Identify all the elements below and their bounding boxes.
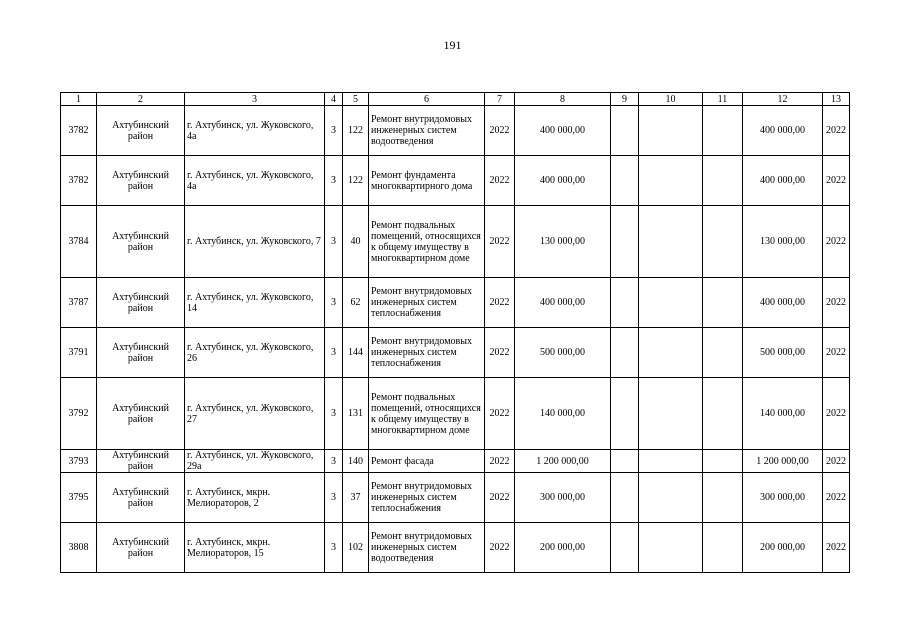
- cell-col9: [611, 106, 639, 156]
- cell-col12: 300 000,00: [743, 473, 823, 523]
- cell-work-type: Ремонт внутридомовых инженерных систем теплоснабжения: [369, 328, 485, 378]
- table-row: [61, 156, 850, 206]
- cell-col10: [639, 156, 703, 206]
- cell-col13: 2022: [823, 523, 850, 573]
- cell-floors: 3: [325, 378, 343, 450]
- cell-col12: 1 200 000,00: [743, 450, 823, 473]
- col-header: 11: [703, 93, 743, 106]
- cell-col9: [611, 278, 639, 328]
- cell-col12: 400 000,00: [743, 278, 823, 328]
- cell-col9: [611, 156, 639, 206]
- col-header: 12: [743, 93, 823, 106]
- cell-work-type: Ремонт подвальных помещений, относящихся к общему имуществу в многоквартирном доме: [369, 378, 485, 450]
- cell-district: Ахтубинский район: [97, 450, 185, 473]
- cell-district: Ахтубинский район: [97, 156, 185, 206]
- cell-address: г. Ахтубинск, ул. Жуковского, 7: [185, 206, 325, 278]
- cell-col9: [611, 450, 639, 473]
- cell-col9: [611, 328, 639, 378]
- cell-col11: [703, 106, 743, 156]
- col-header: 10: [639, 93, 703, 106]
- cell-col11: [703, 328, 743, 378]
- page-number: 191: [443, 38, 462, 52]
- cell-col10: [639, 328, 703, 378]
- cell-col13: 2022: [823, 278, 850, 328]
- cell-col11: [703, 278, 743, 328]
- col-header: 6: [369, 93, 485, 106]
- cell-id: 3787: [61, 278, 97, 328]
- cell-total: 500 000,00: [515, 328, 611, 378]
- cell-col13: 2022: [823, 378, 850, 450]
- cell-id: 3808: [61, 523, 97, 573]
- cell-col13: 2022: [823, 328, 850, 378]
- cell-id: 3792: [61, 378, 97, 450]
- col-header: 1: [61, 93, 97, 106]
- cell-district: Ахтубинский район: [97, 523, 185, 573]
- cell-id: 3782: [61, 156, 97, 206]
- cell-id: 3795: [61, 473, 97, 523]
- cell-col10: [639, 278, 703, 328]
- cell-col12: 200 000,00: [743, 523, 823, 573]
- cell-district: Ахтубинский район: [97, 106, 185, 156]
- column-number-row: [61, 93, 850, 106]
- table-row: [61, 378, 850, 450]
- col-header: 3: [185, 93, 325, 106]
- cell-col9: [611, 523, 639, 573]
- cell-number: 144: [343, 328, 369, 378]
- col-header: 4: [325, 93, 343, 106]
- cell-work-type: Ремонт внутридомовых инженерных систем водоотведения: [369, 106, 485, 156]
- cell-year: 2022: [485, 450, 515, 473]
- cell-work-type: Ремонт внутридомовых инженерных систем водоотведения: [369, 523, 485, 573]
- cell-work-type: Ремонт подвальных помещений, относящихся к общему имуществу в многоквартирном доме: [369, 206, 485, 278]
- repair-program-table: [60, 92, 850, 573]
- cell-address: г. Ахтубинск, ул. Жуковского, 29а: [185, 450, 325, 473]
- cell-col12: 130 000,00: [743, 206, 823, 278]
- cell-work-type: Ремонт внутридомовых инженерных систем теплоснабжения: [369, 473, 485, 523]
- cell-col10: [639, 206, 703, 278]
- cell-year: 2022: [485, 328, 515, 378]
- cell-col10: [639, 450, 703, 473]
- col-header: 5: [343, 93, 369, 106]
- table-row: [61, 473, 850, 523]
- table-row: [61, 523, 850, 573]
- cell-address: г. Ахтубинск, мкрн. Мелиораторов, 2: [185, 473, 325, 523]
- cell-col10: [639, 523, 703, 573]
- cell-number: 40: [343, 206, 369, 278]
- cell-work-type: Ремонт внутридомовых инженерных систем теплоснабжения: [369, 278, 485, 328]
- cell-col11: [703, 156, 743, 206]
- cell-col11: [703, 473, 743, 523]
- table-row: [61, 206, 850, 278]
- cell-col11: [703, 523, 743, 573]
- cell-district: Ахтубинский район: [97, 206, 185, 278]
- cell-floors: 3: [325, 156, 343, 206]
- cell-district: Ахтубинский район: [97, 473, 185, 523]
- cell-col11: [703, 206, 743, 278]
- cell-id: 3784: [61, 206, 97, 278]
- cell-col10: [639, 106, 703, 156]
- cell-number: 122: [343, 106, 369, 156]
- cell-address: г. Ахтубинск, ул. Жуковского, 4а: [185, 106, 325, 156]
- cell-col13: 2022: [823, 106, 850, 156]
- cell-col10: [639, 378, 703, 450]
- cell-col12: 140 000,00: [743, 378, 823, 450]
- cell-total: 130 000,00: [515, 206, 611, 278]
- cell-col9: [611, 378, 639, 450]
- cell-col13: 2022: [823, 156, 850, 206]
- cell-year: 2022: [485, 278, 515, 328]
- cell-total: 400 000,00: [515, 278, 611, 328]
- cell-number: 62: [343, 278, 369, 328]
- cell-year: 2022: [485, 106, 515, 156]
- cell-col12: 400 000,00: [743, 106, 823, 156]
- cell-total: 200 000,00: [515, 523, 611, 573]
- col-header: 8: [515, 93, 611, 106]
- cell-year: 2022: [485, 523, 515, 573]
- col-header: 2: [97, 93, 185, 106]
- cell-floors: 3: [325, 106, 343, 156]
- cell-year: 2022: [485, 378, 515, 450]
- cell-address: г. Ахтубинск, ул. Жуковского, 26: [185, 328, 325, 378]
- cell-year: 2022: [485, 473, 515, 523]
- cell-col10: [639, 473, 703, 523]
- col-header: 9: [611, 93, 639, 106]
- cell-year: 2022: [485, 206, 515, 278]
- cell-col13: 2022: [823, 473, 850, 523]
- cell-total: 1 200 000,00: [515, 450, 611, 473]
- cell-number: 37: [343, 473, 369, 523]
- cell-number: 131: [343, 378, 369, 450]
- cell-floors: 3: [325, 206, 343, 278]
- cell-address: г. Ахтубинск, мкрн. Мелиораторов, 15: [185, 523, 325, 573]
- cell-number: 122: [343, 156, 369, 206]
- cell-floors: 3: [325, 523, 343, 573]
- cell-floors: 3: [325, 328, 343, 378]
- cell-floors: 3: [325, 473, 343, 523]
- cell-col13: 2022: [823, 206, 850, 278]
- cell-work-type: Ремонт фундамента многоквартирного дома: [369, 156, 485, 206]
- table-row: [61, 328, 850, 378]
- cell-floors: 3: [325, 450, 343, 473]
- table-row: [61, 278, 850, 328]
- cell-work-type: Ремонт фасада: [369, 450, 485, 473]
- cell-total: 400 000,00: [515, 156, 611, 206]
- cell-number: 140: [343, 450, 369, 473]
- col-header: 13: [823, 93, 850, 106]
- cell-col12: 400 000,00: [743, 156, 823, 206]
- cell-district: Ахтубинский район: [97, 378, 185, 450]
- col-header: 7: [485, 93, 515, 106]
- cell-total: 300 000,00: [515, 473, 611, 523]
- cell-total: 400 000,00: [515, 106, 611, 156]
- table-row: [61, 450, 850, 473]
- cell-address: г. Ахтубинск, ул. Жуковского, 4а: [185, 156, 325, 206]
- cell-address: г. Ахтубинск, ул. Жуковского, 14: [185, 278, 325, 328]
- cell-district: Ахтубинский район: [97, 328, 185, 378]
- cell-col11: [703, 450, 743, 473]
- cell-col9: [611, 473, 639, 523]
- cell-col12: 500 000,00: [743, 328, 823, 378]
- cell-total: 140 000,00: [515, 378, 611, 450]
- cell-number: 102: [343, 523, 369, 573]
- cell-id: 3791: [61, 328, 97, 378]
- cell-address: г. Ахтубинск, ул. Жуковского, 27: [185, 378, 325, 450]
- cell-col11: [703, 378, 743, 450]
- cell-id: 3782: [61, 106, 97, 156]
- cell-col9: [611, 206, 639, 278]
- cell-col13: 2022: [823, 450, 850, 473]
- cell-district: Ахтубинский район: [97, 278, 185, 328]
- cell-floors: 3: [325, 278, 343, 328]
- table-row: [61, 106, 850, 156]
- cell-year: 2022: [485, 156, 515, 206]
- cell-id: 3793: [61, 450, 97, 473]
